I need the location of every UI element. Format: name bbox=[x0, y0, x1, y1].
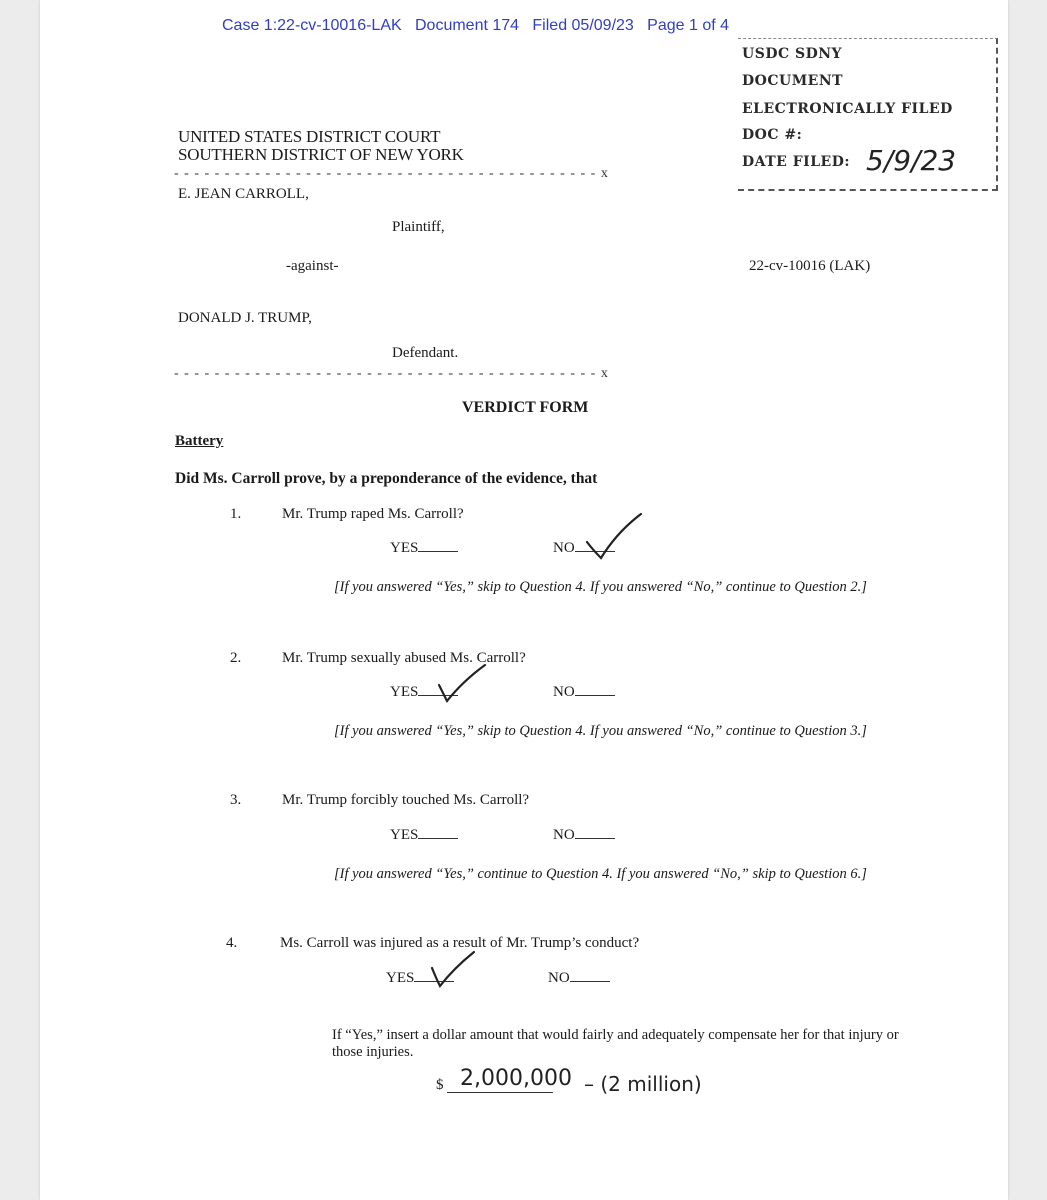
question-1-number: 1. bbox=[230, 506, 242, 522]
damages-note: – (2 million) bbox=[584, 1072, 702, 1096]
question-intro: Did Ms. Carroll prove, by a preponderance of the evidence, that bbox=[175, 470, 598, 487]
against-label: -against- bbox=[286, 258, 339, 274]
question-2-instruction: [If you answered “Yes,” skip to Question 4. If you answered “No,” continue to Question 3.] bbox=[334, 723, 867, 739]
no-blank[interactable] bbox=[575, 837, 615, 839]
yes-label: YES bbox=[390, 684, 419, 700]
no-label: NO bbox=[553, 684, 575, 700]
question-4-no[interactable] bbox=[548, 970, 610, 987]
no-label: NO bbox=[553, 540, 575, 556]
court-name-line-1: UNITED STATES DISTRICT COURT bbox=[178, 127, 441, 146]
question-2-no[interactable] bbox=[553, 684, 615, 701]
question-2-checkmark bbox=[437, 663, 487, 703]
dollar-sign: $ bbox=[436, 1077, 444, 1093]
question-3-text: Mr. Trump forcibly touched Ms. Carroll? bbox=[282, 792, 530, 808]
question-3-yes[interactable] bbox=[390, 827, 458, 844]
question-3-no[interactable] bbox=[553, 827, 615, 844]
question-3-instruction: [If you answered “Yes,” continue to Question 4. If you answered “No,” skip to Question 6.] bbox=[334, 866, 867, 882]
court-name-line-2: SOUTHERN DISTRICT OF NEW YORK bbox=[178, 145, 464, 164]
stamp-line-5: DATE FILED: bbox=[742, 154, 851, 170]
page-indicator: Page 1 of 4 bbox=[647, 17, 729, 34]
question-1-checkmark bbox=[583, 512, 643, 562]
no-blank[interactable] bbox=[575, 694, 615, 696]
stamp-line-2: DOCUMENT bbox=[742, 73, 844, 89]
defendant-label: Defendant. bbox=[392, 345, 459, 361]
yes-label: YES bbox=[390, 540, 419, 556]
question-2-number: 2. bbox=[230, 650, 242, 666]
yes-blank[interactable] bbox=[418, 550, 458, 552]
stamp-line-4: DOC #: bbox=[742, 127, 803, 143]
caption-x-mark-2: x bbox=[600, 366, 609, 381]
defendant-name: DONALD J. TRUMP, bbox=[178, 310, 312, 326]
stamp-line-3: ELECTRONICALLY FILED bbox=[742, 101, 953, 117]
caption-divider-bottom: - - - - - - - - - - - - - - - - - - - - - - - - - - - - - - - - - - - - - - - - - - x bbox=[174, 366, 609, 381]
question-4-text: Ms. Carroll was injured as a result of Mr. Trump’s conduct? bbox=[280, 935, 640, 951]
no-label: NO bbox=[548, 970, 570, 986]
plaintiff-name: E. JEAN CARROLL, bbox=[178, 186, 309, 202]
stamp-handwritten-date: 5/9/23 bbox=[866, 144, 957, 177]
stamp-line-1: USDC SDNY bbox=[742, 46, 843, 62]
question-3-number: 3. bbox=[230, 792, 242, 808]
document-page bbox=[40, 0, 1008, 1200]
filed-date: Filed 05/09/23 bbox=[532, 17, 634, 34]
plaintiff-label: Plaintiff, bbox=[392, 219, 445, 235]
docket-number: 22-cv-10016 (LAK) bbox=[749, 258, 871, 274]
damages-blank[interactable] bbox=[447, 1092, 553, 1093]
question-2-text: Mr. Trump sexually abused Ms. Carroll? bbox=[282, 650, 526, 666]
question-1-text: Mr. Trump raped Ms. Carroll? bbox=[282, 506, 464, 522]
section-heading-battery: Battery bbox=[175, 433, 224, 449]
ecf-header bbox=[222, 17, 729, 35]
yes-label: YES bbox=[386, 970, 415, 986]
yes-label: YES bbox=[390, 827, 419, 843]
caption-x-mark: x bbox=[600, 166, 609, 181]
caption-divider-top: - - - - - - - - - - - - - - - - - - - - - - - - - - - - - - - - - - - - - - - - - - x bbox=[174, 166, 609, 181]
yes-blank[interactable] bbox=[418, 837, 458, 839]
no-blank[interactable] bbox=[570, 980, 610, 982]
verdict-form-title: VERDICT FORM bbox=[462, 399, 589, 416]
question-1-instruction: [If you answered “Yes,” skip to Question 4. If you answered “No,” continue to Question 2.] bbox=[334, 579, 867, 595]
document-number: Document 174 bbox=[415, 17, 520, 34]
question-1-yes[interactable] bbox=[390, 540, 458, 557]
question-4-checkmark bbox=[430, 950, 476, 990]
no-label: NO bbox=[553, 827, 575, 843]
case-number-header: Case 1:22-cv-10016-LAK bbox=[222, 17, 402, 34]
damages-amount: 2,000,000 bbox=[460, 1066, 572, 1091]
damages-instruction: If “Yes,” insert a dollar amount that would fairly and adequately compensate her for that injury or those injuries. bbox=[332, 1027, 899, 1060]
question-4-number: 4. bbox=[226, 935, 238, 951]
